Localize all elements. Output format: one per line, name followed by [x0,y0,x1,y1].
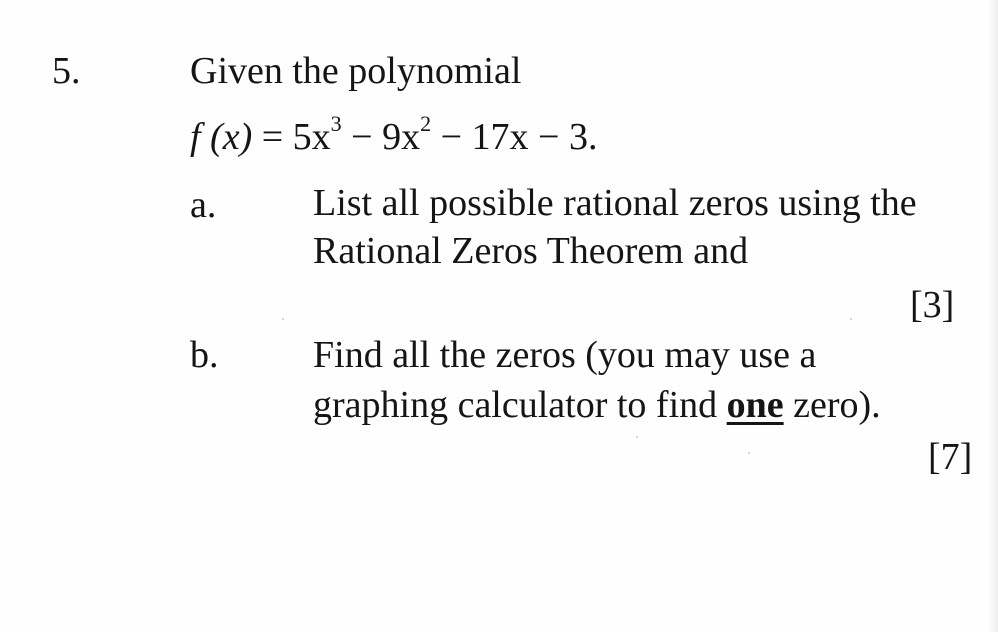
question-number: 5. [52,50,81,92]
formula-operator-minus: − [341,116,383,158]
part-b-text-line-2 [313,382,881,428]
formula-equals: = [252,116,293,158]
question-intro: Given the polynomial [190,50,522,92]
part-a-label: a. [190,184,217,226]
polynomial-formula [190,111,598,160]
part-b-marks: [7] [928,436,973,478]
formula-exponent-3: 3 [330,111,342,137]
formula-lhs: f (x) [190,116,253,158]
scan-speck [636,436,638,438]
part-b-text-after: zero). [783,384,881,426]
formula-term-quadratic: 9x [382,116,421,158]
part-b-text-line-1: Find all the zeros (you may use a [313,334,817,376]
formula-term-cubic: 5x [292,116,331,158]
formula-exponent-2: 2 [420,111,432,137]
formula-remaining-terms: − 17x − 3. [431,116,598,158]
part-a-text-line-2: Rational Zeros Theorem and [313,230,749,272]
scan-edge-shadow [988,0,998,632]
scan-speck [282,318,284,320]
part-b-text-before: graphing calculator to find [313,384,727,426]
part-b-label: b. [190,334,219,376]
scan-speck [748,452,750,454]
part-a-text-line-1: List all possible rational zeros using the [313,182,917,224]
scan-speck [850,318,852,320]
part-a-marks: [3] [910,284,955,326]
part-b-emphasis-one: one [726,384,784,426]
